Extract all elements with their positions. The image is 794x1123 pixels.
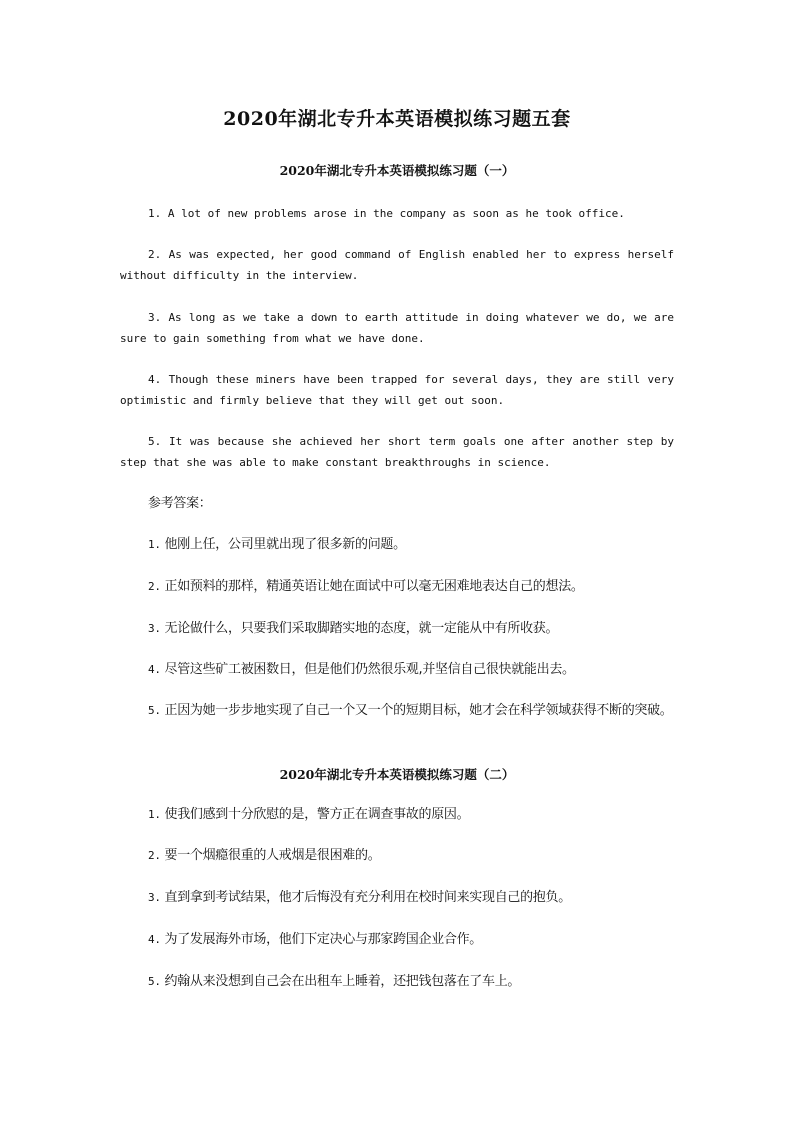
sentence-1: 1. A lot of new problems arose in the company as soon as he took office. — [148, 207, 625, 220]
answer-4: 4. 尽管这些矿工被困数日，但是他们仍然很乐观,并坚信自己很快就能出去。 — [148, 662, 575, 677]
section-title-2: 2020年湖北专升本英语模拟练习题（二） — [279, 767, 515, 782]
document-title: 2020年湖北专升本英语模拟练习题五套 — [223, 108, 571, 130]
sentence-3: 3. As long as we take a down to earth attitude in doing whatever we do, we are sure to gain something from what we have done. — [120, 311, 674, 345]
section2-item-1: 1. 使我们感到十分欣慰的是，警方正在调查事故的原因。 — [148, 807, 470, 822]
answer-5: 5. 正因为她一步步地实现了自己一个又一个的短期目标，她才会在科学领域获得不断的突破。 — [148, 703, 673, 718]
answer-1: 1. 他刚上任，公司里就出现了很多新的问题。 — [148, 537, 406, 552]
sentence-5: 5. It was because she achieved her short term goals one after another step by step that she was able to make constant breakthroughs in science. — [120, 435, 675, 469]
answer-3: 3. 无论做什么，只要我们采取脚踏实地的态度，就一定能从中有所收获。 — [148, 621, 559, 636]
section2-item-2: 2. 要一个烟瘾很重的人戒烟是很困难的。 — [148, 848, 381, 863]
answer-2: 2. 正如预料的那样，精通英语让她在面试中可以毫无困难地表达自己的想法。 — [148, 579, 584, 594]
section-title-1: 2020年湖北专升本英语模拟练习题（一） — [279, 163, 515, 178]
section2-item-3: 3. 直到拿到考试结果，他才后悔没有充分利用在校时间来实现自己的抱负。 — [148, 890, 571, 905]
sentence-2: 2. As was expected, her good command of English enabled her to express herself without difficulty in the interview. — [120, 248, 674, 282]
sentence-4: 4. Though these miners have been trapped for several days, they are still very optimistic and firmly believe that they will get out soon. — [120, 373, 674, 407]
section2-item-4: 4. 为了发展海外市场，他们下定决心与那家跨国企业合作。 — [148, 932, 483, 947]
answer-label: 参考答案： — [148, 496, 212, 511]
section2-item-5: 5. 约翰从来没想到自己会在出租车上睡着，还把钱包落在了车上。 — [148, 974, 521, 989]
